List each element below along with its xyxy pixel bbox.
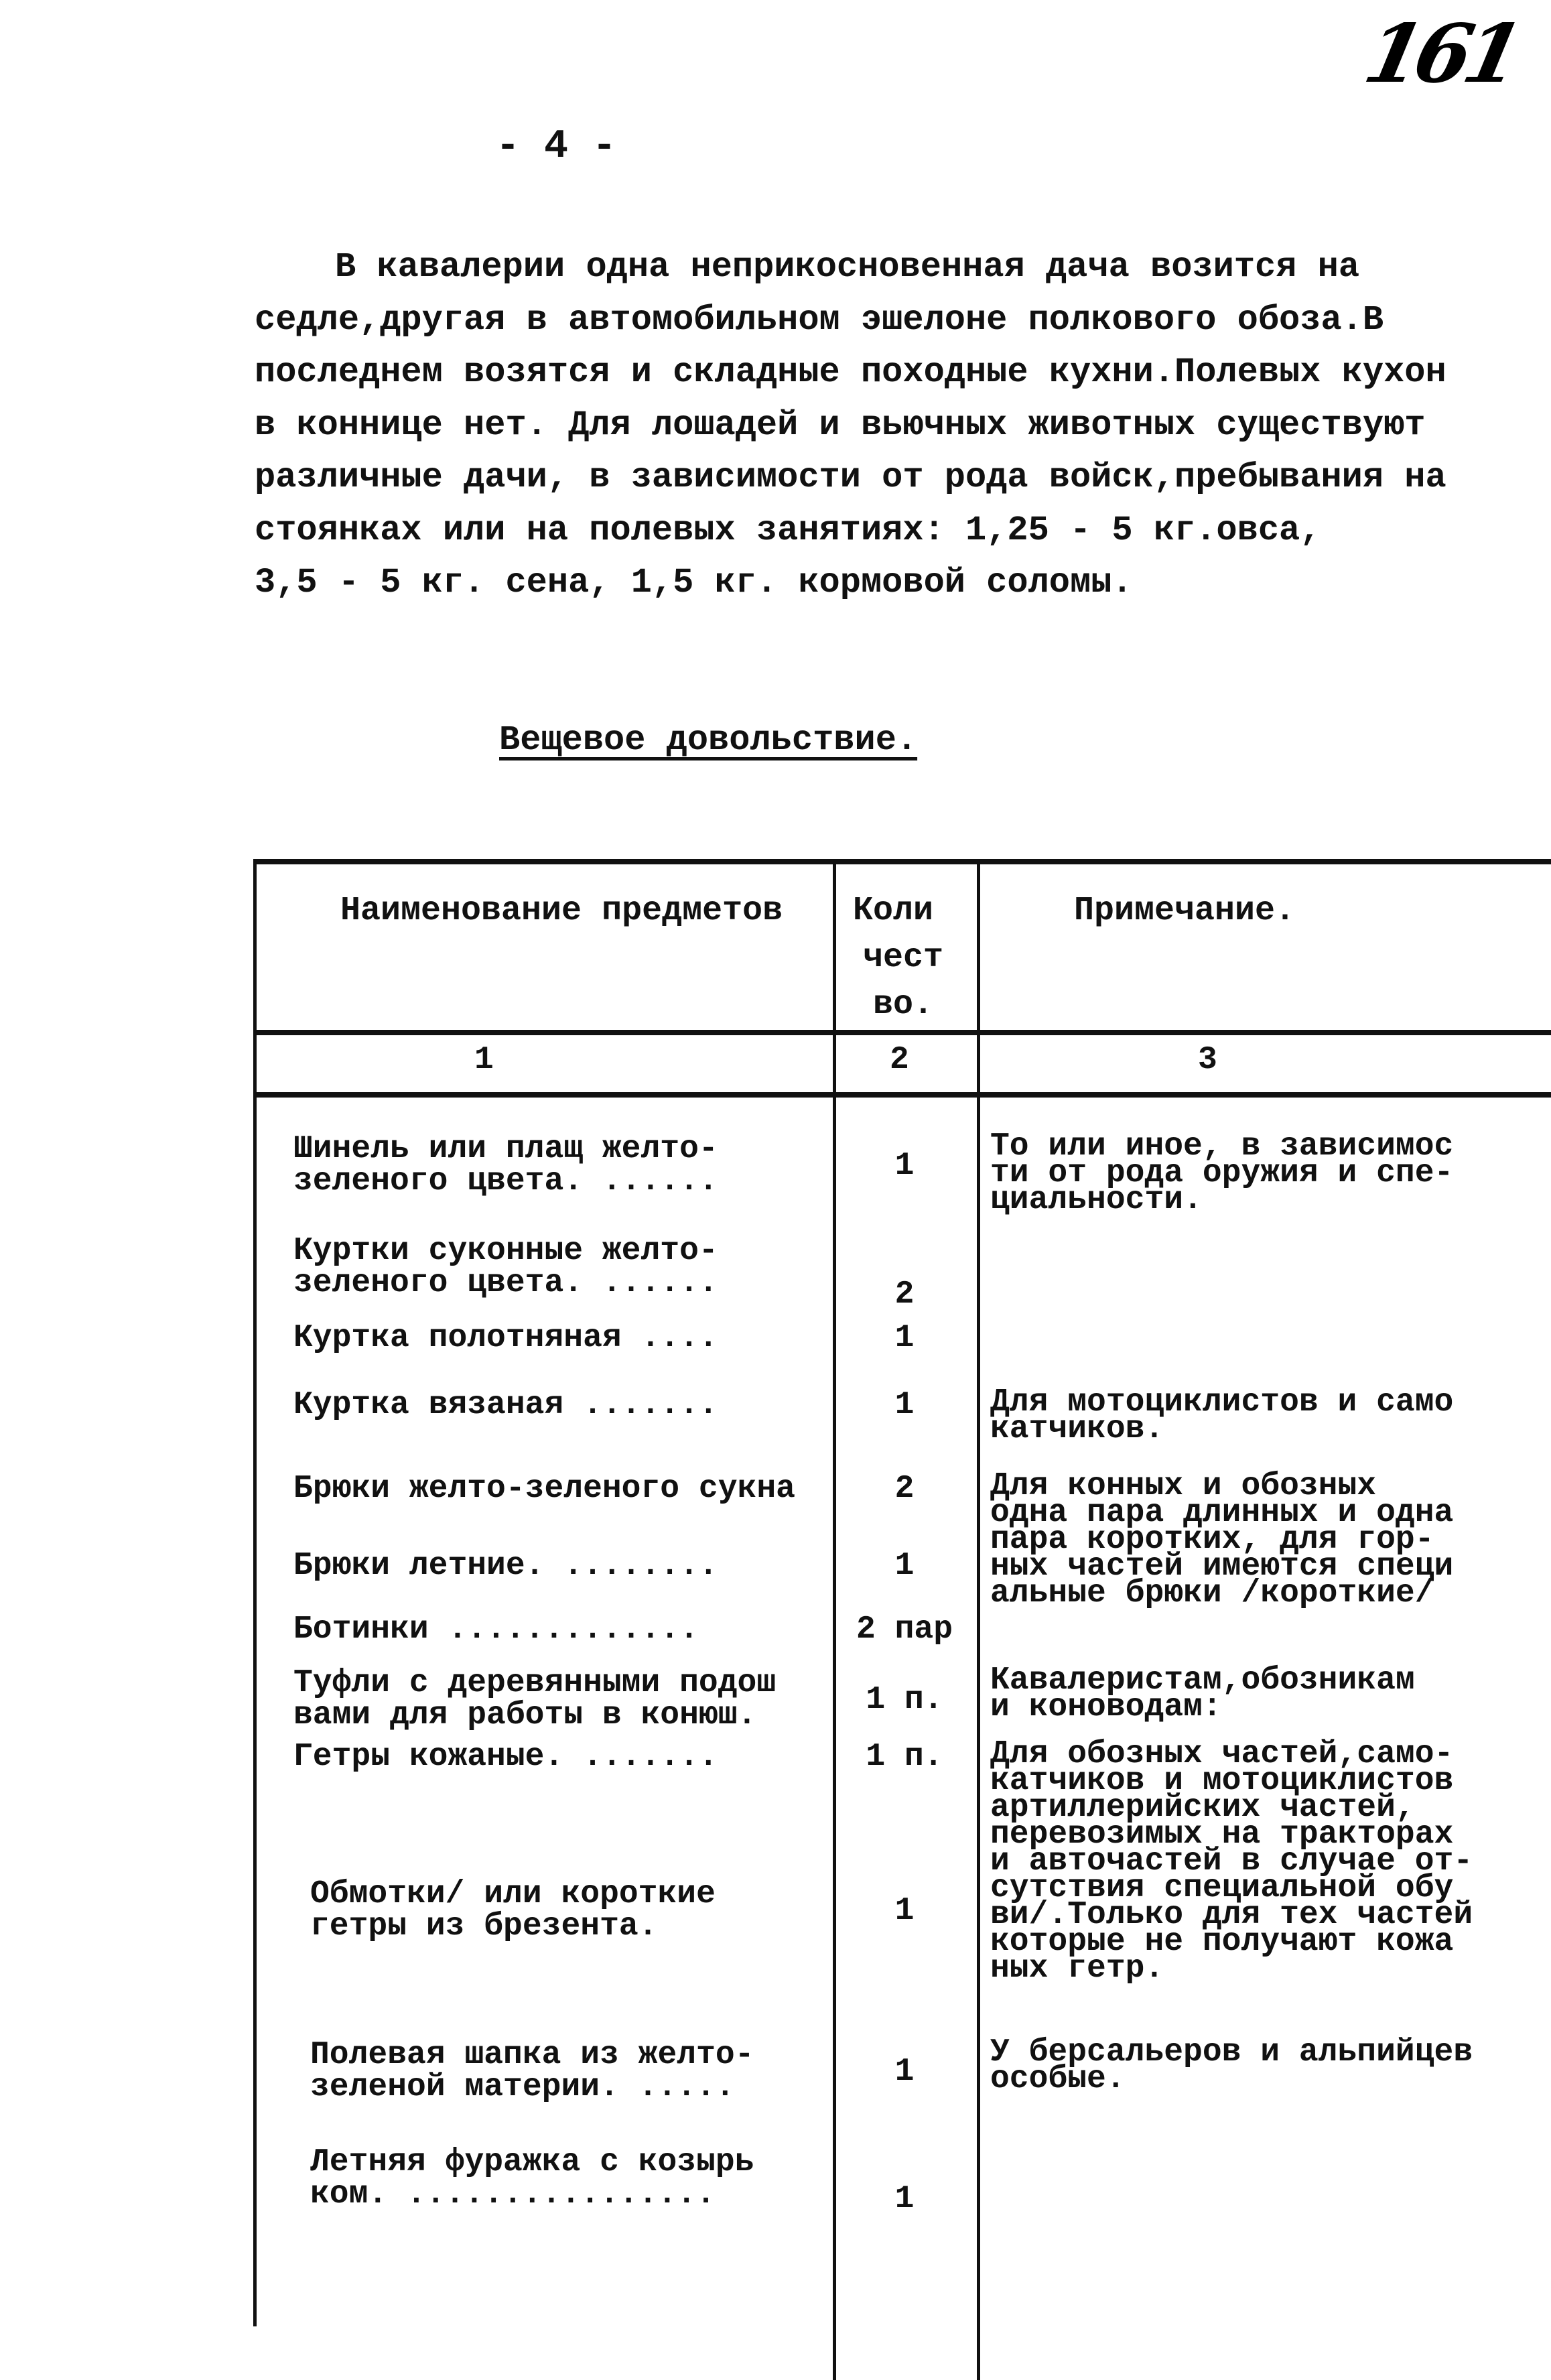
section-title: Вещевое довольствие. <box>499 720 918 760</box>
table-rule-top <box>253 859 1551 864</box>
item-note: циальности. <box>990 1182 1203 1218</box>
item-name: Куртки суконные желто- <box>293 1233 718 1269</box>
paragraph-line: последнем возятся и складные походные кухни.Полевых кухон <box>255 352 1446 392</box>
item-note: особые. <box>990 2061 1126 2097</box>
item-note: Для конных и обозных <box>990 1468 1377 1504</box>
item-name: Ботинки ............. <box>293 1611 699 1648</box>
item-name: Гетры кожаные. ....... <box>293 1739 718 1775</box>
item-quantity: 1 п. <box>866 1682 943 1718</box>
header-qty-3: во. <box>873 986 934 1024</box>
item-note: Для обозных частей,само- <box>990 1736 1454 1772</box>
item-note: альные брюки /короткие/ <box>990 1575 1434 1611</box>
paragraph-line: стоянках или на полевых занятиях: 1,25 - 5 кг.овса, <box>255 510 1321 550</box>
item-note: Для мотоциклистов и само <box>990 1384 1454 1420</box>
item-note: То или иное, в зависимос <box>990 1128 1454 1165</box>
table-rule-numbers <box>253 1092 1551 1098</box>
paragraph-line: В кавалерии одна неприкосновенная дача возится на <box>335 247 1360 287</box>
item-note: катчиков. <box>990 1411 1164 1447</box>
item-name: Летняя фуражка с козырь <box>310 2144 754 2180</box>
table-rule-col1 <box>833 859 836 2380</box>
table-rule-header <box>253 1030 1551 1035</box>
item-note: сутствия специальной обу <box>990 1870 1454 1906</box>
item-name: Куртка вязаная ....... <box>293 1387 718 1423</box>
item-quantity: 1 <box>894 2054 915 2090</box>
item-name: Туфли с деревянными подош <box>293 1665 777 1701</box>
paragraph-line: седле,другая в автомобильном эшелоне полкового обоза.В <box>255 300 1384 340</box>
item-note: ви/.Только для тех частей <box>990 1897 1473 1933</box>
item-name: Брюки желто-зеленого сукна <box>293 1471 795 1507</box>
item-name: Шинель или плащ желто- <box>293 1131 718 1167</box>
item-name: Полевая шапка из желто- <box>310 2037 754 2073</box>
item-note: которые не получают кожа <box>990 1924 1454 1960</box>
item-quantity: 1 <box>894 1320 915 1356</box>
item-note: и авточастей в случае от- <box>990 1843 1473 1879</box>
item-name: зеленой материи. ..... <box>310 2069 735 2105</box>
item-note: ных частей имеются специ <box>990 1548 1454 1585</box>
supply-table <box>253 859 1551 2306</box>
item-note: артиллерийских частей, <box>990 1790 1415 1826</box>
table-rule-left <box>253 859 257 2326</box>
item-quantity: 1 <box>894 2181 915 2217</box>
item-quantity: 1 <box>894 1548 915 1584</box>
header-qty-2: чест <box>863 939 944 977</box>
item-note: У берсальеров и альпийцев <box>990 2034 1473 2070</box>
paragraph-line: различные дачи, в зависимости от рода войск,пребывания на <box>255 458 1446 497</box>
table-rule-col2 <box>977 859 980 2380</box>
folio-number: 161 <box>1357 7 1525 101</box>
item-quantity: 1 п. <box>866 1739 943 1775</box>
item-name: Брюки летние. ........ <box>293 1548 718 1584</box>
item-name: Обмотки/ или короткие <box>310 1876 716 1912</box>
item-quantity: 2 <box>894 1471 915 1507</box>
item-quantity: 2 <box>894 1276 915 1313</box>
item-note: ных гетр. <box>990 1951 1164 1987</box>
item-name: зеленого цвета. ...... <box>293 1265 718 1301</box>
header-qty-1: Коли <box>853 892 934 930</box>
item-name: Куртка полотняная .... <box>293 1320 718 1356</box>
item-quantity: 1 <box>894 1387 915 1423</box>
page-number: - 4 - <box>496 124 617 170</box>
item-note: и коноводам: <box>990 1689 1222 1725</box>
paragraph-line: в коннице нет. Для лошадей и вьючных животных существуют <box>255 405 1426 445</box>
item-quantity: 1 <box>894 1148 915 1184</box>
col-number-1: 1 <box>474 1042 494 1078</box>
item-quantity: 2 пар <box>856 1611 953 1648</box>
item-note: катчиков и мотоциклистов <box>990 1763 1454 1799</box>
item-name: зеленого цвета. ...... <box>293 1163 718 1199</box>
item-note: ти от рода оружия и спе- <box>990 1155 1454 1191</box>
col-number-2: 2 <box>890 1042 909 1078</box>
item-note: перевозимых на тракторах <box>990 1816 1454 1853</box>
paragraph-line: 3,5 - 5 кг. сена, 1,5 кг. кормовой соломы. <box>255 563 1133 602</box>
item-name: гетры из брезента. <box>310 1908 658 1944</box>
item-note: Кавалеристам,обозникам <box>990 1662 1415 1699</box>
item-quantity: 1 <box>894 1893 915 1929</box>
header-name: Наименование предметов <box>340 892 783 930</box>
item-name: ком. ................ <box>310 2176 716 2212</box>
header-note: Примечание. <box>1074 892 1296 930</box>
item-note: одна пара длинных и одна <box>990 1495 1454 1531</box>
body-paragraph <box>255 241 1548 610</box>
item-note: пара коротких, для гор- <box>990 1522 1434 1558</box>
col-number-3: 3 <box>1198 1042 1217 1078</box>
item-name: вами для работы в конюш. <box>293 1697 757 1733</box>
